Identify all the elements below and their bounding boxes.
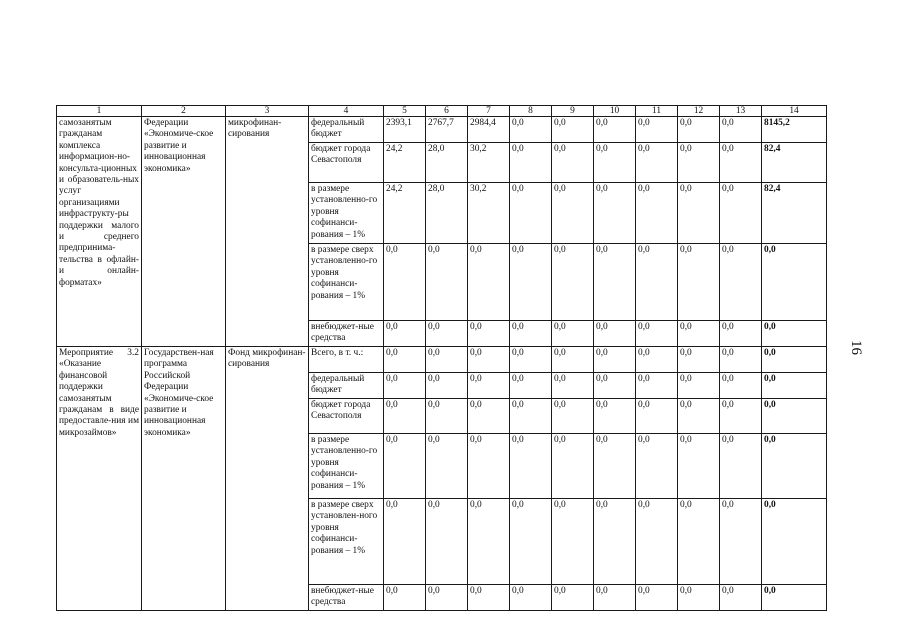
value-cell: 0,0 bbox=[636, 143, 678, 183]
value-cell: 0,0 bbox=[594, 373, 636, 399]
value-cell: 28,0 bbox=[426, 183, 468, 244]
value-cell: 0,0 bbox=[720, 434, 762, 499]
value-cell: 0,0 bbox=[384, 399, 426, 434]
value-cell: 0,0 bbox=[678, 585, 720, 611]
table-row bbox=[57, 117, 827, 143]
value-cell: 28,0 bbox=[426, 143, 468, 183]
value-cell: 0,0 bbox=[384, 347, 426, 373]
funding-source-cell: бюджет города Севастополя bbox=[309, 399, 384, 434]
value-cell: 0,0 bbox=[384, 585, 426, 611]
value-cell: 0,0 bbox=[552, 321, 594, 347]
total-value-cell: 0,0 bbox=[762, 321, 827, 347]
value-cell: 0,0 bbox=[552, 585, 594, 611]
funding-source-cell: в размере установленно-го уровня софинанси-рования – 1% bbox=[309, 434, 384, 499]
funding-source-cell: федеральный бюджет bbox=[309, 117, 384, 143]
column-header: 7 bbox=[468, 106, 510, 117]
funding-source-cell: в размере сверх установлен-ного уровня софинанси-рования – 1% bbox=[309, 499, 384, 585]
value-cell: 0,0 bbox=[552, 373, 594, 399]
value-cell: 0,0 bbox=[594, 117, 636, 143]
value-cell: 0,0 bbox=[594, 321, 636, 347]
value-cell: 0,0 bbox=[468, 585, 510, 611]
funding-source-cell: Всего, в т. ч.: bbox=[309, 347, 384, 373]
block1-col1-cell: самозанятым гражданам комплекса информацион-но-консульта-ционных и образователь-ных услуг организациями инфраструкту-ры поддержки малого и среднего предпринима-тельства в офлайн- и онлайн-форматах» bbox=[57, 117, 142, 347]
value-cell: 0,0 bbox=[594, 183, 636, 244]
value-cell: 0,0 bbox=[552, 143, 594, 183]
value-cell: 0,0 bbox=[468, 321, 510, 347]
value-cell: 0,0 bbox=[510, 117, 552, 143]
value-cell: 0,0 bbox=[384, 499, 426, 585]
value-cell: 0,0 bbox=[426, 434, 468, 499]
funding-source-cell: в размере сверх установленно-го уровня софинанси-рования – 1% bbox=[309, 244, 384, 321]
value-cell: 0,0 bbox=[510, 183, 552, 244]
total-value-cell: 0,0 bbox=[762, 399, 827, 434]
value-cell: 0,0 bbox=[510, 585, 552, 611]
value-cell: 2984,4 bbox=[468, 117, 510, 143]
value-cell: 0,0 bbox=[594, 499, 636, 585]
value-cell: 0,0 bbox=[552, 347, 594, 373]
total-value-cell: 8145,2 bbox=[762, 117, 827, 143]
value-cell: 0,0 bbox=[636, 244, 678, 321]
value-cell: 0,0 bbox=[636, 117, 678, 143]
value-cell: 0,0 bbox=[636, 373, 678, 399]
block1-col2-cell: Федерации «Экономиче-ское развитие и инновационная экономика» bbox=[142, 117, 226, 347]
value-cell: 0,0 bbox=[468, 373, 510, 399]
value-cell: 0,0 bbox=[720, 143, 762, 183]
value-cell: 0,0 bbox=[636, 321, 678, 347]
value-cell: 0,0 bbox=[468, 499, 510, 585]
value-cell: 0,0 bbox=[636, 585, 678, 611]
value-cell: 0,0 bbox=[594, 434, 636, 499]
value-cell: 0,0 bbox=[594, 143, 636, 183]
value-cell: 0,0 bbox=[678, 434, 720, 499]
column-header: 6 bbox=[426, 106, 468, 117]
total-value-cell: 0,0 bbox=[762, 347, 827, 373]
value-cell: 0,0 bbox=[426, 499, 468, 585]
total-value-cell: 0,0 bbox=[762, 244, 827, 321]
column-header: 9 bbox=[552, 106, 594, 117]
value-cell: 0,0 bbox=[468, 434, 510, 499]
value-cell: 0,0 bbox=[510, 143, 552, 183]
funding-source-cell: бюджет города Севастополя bbox=[309, 143, 384, 183]
value-cell: 0,0 bbox=[678, 347, 720, 373]
value-cell: 0,0 bbox=[510, 499, 552, 585]
value-cell: 0,0 bbox=[720, 399, 762, 434]
funding-table bbox=[56, 105, 827, 611]
value-cell: 0,0 bbox=[468, 399, 510, 434]
value-cell: 0,0 bbox=[384, 373, 426, 399]
page-number: 16 bbox=[848, 340, 864, 355]
value-cell: 0,0 bbox=[636, 499, 678, 585]
value-cell: 0,0 bbox=[510, 434, 552, 499]
value-cell: 0,0 bbox=[636, 347, 678, 373]
value-cell: 0,0 bbox=[426, 585, 468, 611]
value-cell: 0,0 bbox=[636, 399, 678, 434]
header-row bbox=[57, 106, 827, 117]
funding-source-cell: внебюджет-ные средства bbox=[309, 585, 384, 611]
total-value-cell: 82,4 bbox=[762, 183, 827, 244]
value-cell: 2767,7 bbox=[426, 117, 468, 143]
column-header: 11 bbox=[636, 106, 678, 117]
value-cell: 0,0 bbox=[720, 321, 762, 347]
value-cell: 0,0 bbox=[594, 347, 636, 373]
column-header: 14 bbox=[762, 106, 827, 117]
value-cell: 0,0 bbox=[468, 347, 510, 373]
value-cell: 0,0 bbox=[720, 585, 762, 611]
value-cell: 0,0 bbox=[678, 244, 720, 321]
value-cell: 0,0 bbox=[384, 434, 426, 499]
value-cell: 0,0 bbox=[510, 399, 552, 434]
value-cell: 0,0 bbox=[636, 183, 678, 244]
column-header: 3 bbox=[226, 106, 309, 117]
value-cell: 24,2 bbox=[384, 143, 426, 183]
value-cell: 0,0 bbox=[720, 373, 762, 399]
value-cell: 0,0 bbox=[510, 373, 552, 399]
value-cell: 0,0 bbox=[678, 183, 720, 244]
value-cell: 0,0 bbox=[510, 244, 552, 321]
value-cell: 0,0 bbox=[594, 399, 636, 434]
column-header: 10 bbox=[594, 106, 636, 117]
column-header: 5 bbox=[384, 106, 426, 117]
value-cell: 2393,1 bbox=[384, 117, 426, 143]
value-cell: 0,0 bbox=[720, 347, 762, 373]
funding-source-cell: внебюджет-ные средства bbox=[309, 321, 384, 347]
value-cell: 0,0 bbox=[678, 373, 720, 399]
value-cell: 0,0 bbox=[426, 399, 468, 434]
total-value-cell: 0,0 bbox=[762, 499, 827, 585]
value-cell: 0,0 bbox=[678, 143, 720, 183]
value-cell: 0,0 bbox=[678, 399, 720, 434]
value-cell: 0,0 bbox=[384, 321, 426, 347]
column-header: 4 bbox=[309, 106, 384, 117]
column-header: 13 bbox=[720, 106, 762, 117]
value-cell: 0,0 bbox=[426, 347, 468, 373]
value-cell: 0,0 bbox=[552, 244, 594, 321]
value-cell: 0,0 bbox=[594, 244, 636, 321]
column-header: 1 bbox=[57, 106, 142, 117]
value-cell: 30,2 bbox=[468, 183, 510, 244]
value-cell: 0,0 bbox=[594, 585, 636, 611]
block2-col1-cell: Мероприятие 3.2 «Оказание финансовой поддержки самозанятым гражданам в виде предоставле-ния им микрозаймов» bbox=[57, 347, 142, 611]
value-cell: 0,0 bbox=[426, 373, 468, 399]
total-value-cell: 82,4 bbox=[762, 143, 827, 183]
value-cell: 0,0 bbox=[720, 244, 762, 321]
value-cell: 0,0 bbox=[552, 399, 594, 434]
column-header: 2 bbox=[142, 106, 226, 117]
total-value-cell: 0,0 bbox=[762, 585, 827, 611]
value-cell: 0,0 bbox=[510, 321, 552, 347]
value-cell: 0,0 bbox=[636, 434, 678, 499]
column-header: 12 bbox=[678, 106, 720, 117]
value-cell: 0,0 bbox=[678, 321, 720, 347]
value-cell: 0,0 bbox=[552, 117, 594, 143]
total-value-cell: 0,0 bbox=[762, 434, 827, 499]
value-cell: 0,0 bbox=[426, 244, 468, 321]
value-cell: 0,0 bbox=[552, 183, 594, 244]
value-cell: 0,0 bbox=[720, 117, 762, 143]
block2-col2-cell: Государствен-ная программа Российской Федерации «Экономиче-ское развитие и инновационная экономика» bbox=[142, 347, 226, 611]
value-cell: 0,0 bbox=[678, 117, 720, 143]
value-cell: 0,0 bbox=[384, 244, 426, 321]
value-cell: 0,0 bbox=[720, 183, 762, 244]
value-cell: 0,0 bbox=[468, 244, 510, 321]
column-header: 8 bbox=[510, 106, 552, 117]
value-cell: 0,0 bbox=[426, 321, 468, 347]
table-body bbox=[57, 106, 827, 611]
value-cell: 0,0 bbox=[510, 347, 552, 373]
funding-source-cell: в размере установленно-го уровня софинанси-рования – 1% bbox=[309, 183, 384, 244]
total-value-cell: 0,0 bbox=[762, 373, 827, 399]
block2-col3-cell: Фонд микрофинан-сирования bbox=[226, 347, 309, 611]
block1-col3-cell: микрофинан-сирования bbox=[226, 117, 309, 347]
value-cell: 0,0 bbox=[552, 434, 594, 499]
value-cell: 30,2 bbox=[468, 143, 510, 183]
value-cell: 0,0 bbox=[552, 499, 594, 585]
value-cell: 0,0 bbox=[720, 499, 762, 585]
value-cell: 24,2 bbox=[384, 183, 426, 244]
table-row bbox=[57, 347, 827, 373]
value-cell: 0,0 bbox=[678, 499, 720, 585]
funding-source-cell: федеральный бюджет bbox=[309, 373, 384, 399]
